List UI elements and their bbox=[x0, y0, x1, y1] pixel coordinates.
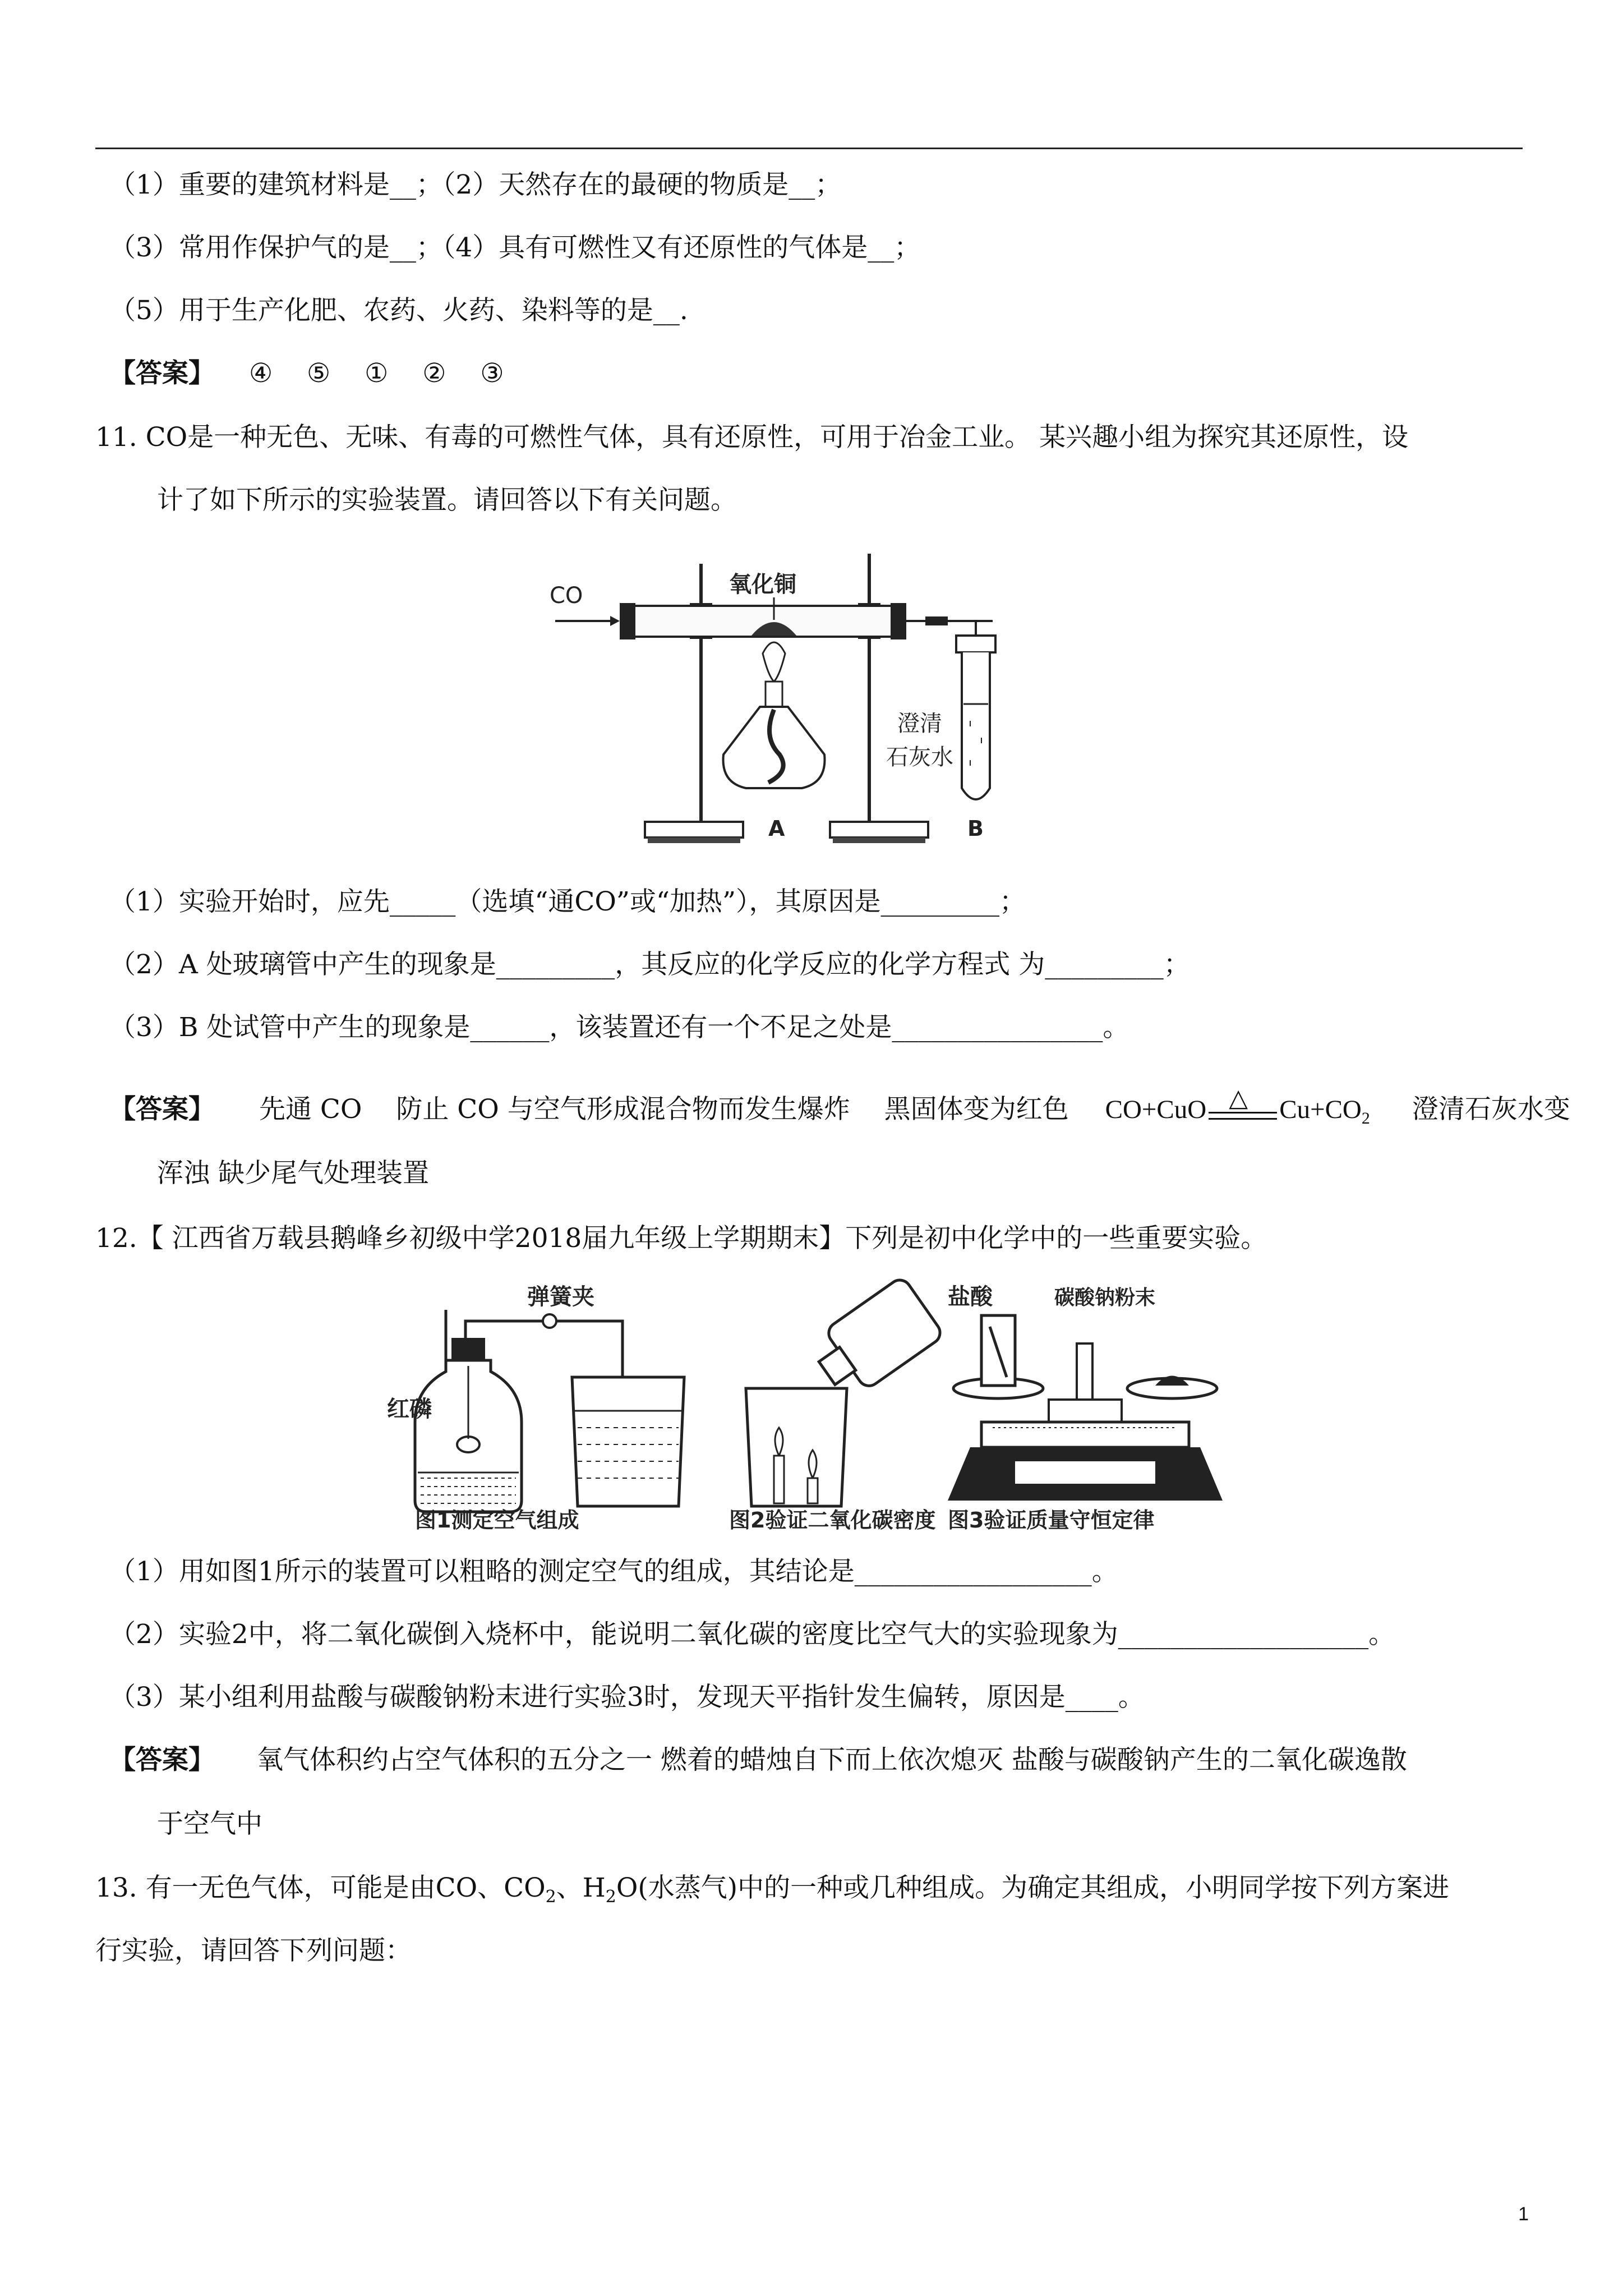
experiments-figure bbox=[387, 1276, 1251, 1531]
q10-answer-2: ⑤ bbox=[307, 358, 331, 389]
q10-answer-4: ② bbox=[422, 358, 446, 389]
label-hydrochloric-acid: 盐酸 bbox=[948, 1284, 993, 1310]
co-reduction-apparatus-figure bbox=[538, 541, 1088, 855]
answer-label: 【答案】 bbox=[109, 358, 215, 389]
q12-sub1: （1）用如图1所示的装置可以粗略的测定空气的组成，其结论是__________________。 bbox=[109, 1556, 1118, 1587]
caption-fig2: 图2验证二氧化碳密度 bbox=[729, 1508, 936, 1531]
q13-stem-part-c: O(水蒸气)中的一种或几种组成。为确定其组成，小明同学按下列方案进 bbox=[616, 1872, 1450, 1903]
label-a: A bbox=[768, 816, 785, 841]
q10-line1: （1）重要的建筑材料是__；（2）天然存在的最硬的物质是__； bbox=[109, 169, 842, 200]
q10-line2: （3）常用作保护气的是__；（4）具有可燃性又有还原性的气体是__； bbox=[109, 232, 921, 263]
label-red-phosphorus: 红磷 bbox=[387, 1396, 432, 1422]
q10-answer bbox=[109, 357, 504, 390]
q12-sub2: （2）实验2中，将二氧化碳倒入烧杯中，能说明二氧化碳的密度比空气大的实验现象为___________________。 bbox=[109, 1619, 1395, 1650]
q11-answer-line1 bbox=[109, 1084, 1570, 1128]
q10-line3: （5）用于生产化肥、农药、火药、染料等的是__. bbox=[109, 295, 688, 326]
label-limewater-1: 澄清 bbox=[897, 711, 942, 737]
q11-answer-part3: 黑固体变为红色 bbox=[884, 1094, 1069, 1125]
label-cuo: 氧化铜 bbox=[729, 572, 796, 597]
chemical-equation bbox=[1105, 1084, 1370, 1128]
answer-label: 【答案】 bbox=[109, 1745, 215, 1775]
header-rule bbox=[95, 148, 1523, 149]
caption-fig3: 图3验证质量守恒定律 bbox=[948, 1508, 1155, 1531]
q11-sub1: （1）实验开始时，应先_____（选填“通CO”或“加热”），其原因是_________； bbox=[109, 886, 1026, 917]
caption-fig1: 图1测定空气组成 bbox=[415, 1508, 579, 1531]
q11-sub3: （3）B 处试管中产生的现象是______，该装置还有一个不足之处是________________。 bbox=[109, 1012, 1129, 1043]
q10-answer-5: ③ bbox=[480, 358, 504, 389]
q11-stem-line2: 计了如下所示的实验装置。请回答以下有关问题。 bbox=[157, 485, 737, 516]
label-b: B bbox=[967, 816, 984, 841]
q11-stem-line1: 11. CO是一种无色、无味、有毒的可燃性气体，具有还原性，可用于冶金工业。 某兴趣小组为探究其还原性，设 bbox=[95, 422, 1409, 453]
q13-stem-part-b: 、H bbox=[556, 1872, 606, 1903]
q12-answer-text: 氧气体积约占空气体积的五分之一 燃着的蜡烛自下而上依次熄灭 盐酸与碳酸钠产生的二氧化碳逸散 bbox=[256, 1745, 1407, 1775]
q12-sub3: （3）某小组利用盐酸与碳酸钠粉末进行实验3时，发现天平指针发生偏转，原因是____。 bbox=[109, 1682, 1145, 1713]
q11-answer-part4: 澄清石灰水变 bbox=[1412, 1094, 1570, 1125]
equation-right: Cu+CO bbox=[1279, 1095, 1362, 1124]
q13-subscript-2: 2 bbox=[605, 1887, 616, 1907]
q12-stem: 12.【 江西省万载县鹅峰乡初级中学2018届九年级上学期期末】下列是初中化学中的一些重要实验。 bbox=[95, 1223, 1267, 1254]
label-spring-clip: 弹簧夹 bbox=[527, 1284, 594, 1310]
page-number: 1 bbox=[1518, 2203, 1529, 2225]
q13-stem-line2: 行实验，请回答下列问题： bbox=[95, 1935, 412, 1966]
q11-answer-part2: 防止 CO 与空气形成混合物而发生爆炸 bbox=[396, 1094, 850, 1125]
q11-sub2: （2）A 处玻璃管中产生的现象是_________，其反应的化学反应的化学方程式 为_________； bbox=[109, 949, 1190, 980]
equation-right-subscript: 2 bbox=[1361, 1109, 1370, 1128]
q11-answer-part1: 先通 CO bbox=[259, 1094, 362, 1125]
equation-left: CO+CuO bbox=[1105, 1095, 1207, 1124]
q10-answer-3: ① bbox=[365, 358, 389, 389]
q13-stem-line1 bbox=[95, 1871, 1449, 1905]
q13-subscript-1: 2 bbox=[545, 1887, 556, 1907]
q12-answer-line2: 于空气中 bbox=[157, 1809, 262, 1839]
q13-stem-part-a: 13. 有一无色气体，可能是由CO、CO bbox=[95, 1872, 546, 1903]
q12-answer-line1 bbox=[109, 1743, 1407, 1777]
label-sodium-carbonate: 碳酸钠粉末 bbox=[1054, 1286, 1156, 1309]
answer-label: 【答案】 bbox=[109, 1094, 215, 1125]
label-limewater-2: 石灰水 bbox=[886, 744, 953, 770]
equation-condition: △ bbox=[1229, 1084, 1248, 1112]
q11-answer-line2: 浑浊 缺少尾气处理装置 bbox=[157, 1158, 429, 1189]
q10-answer-1: ④ bbox=[248, 358, 273, 389]
label-co: CO bbox=[550, 583, 583, 609]
